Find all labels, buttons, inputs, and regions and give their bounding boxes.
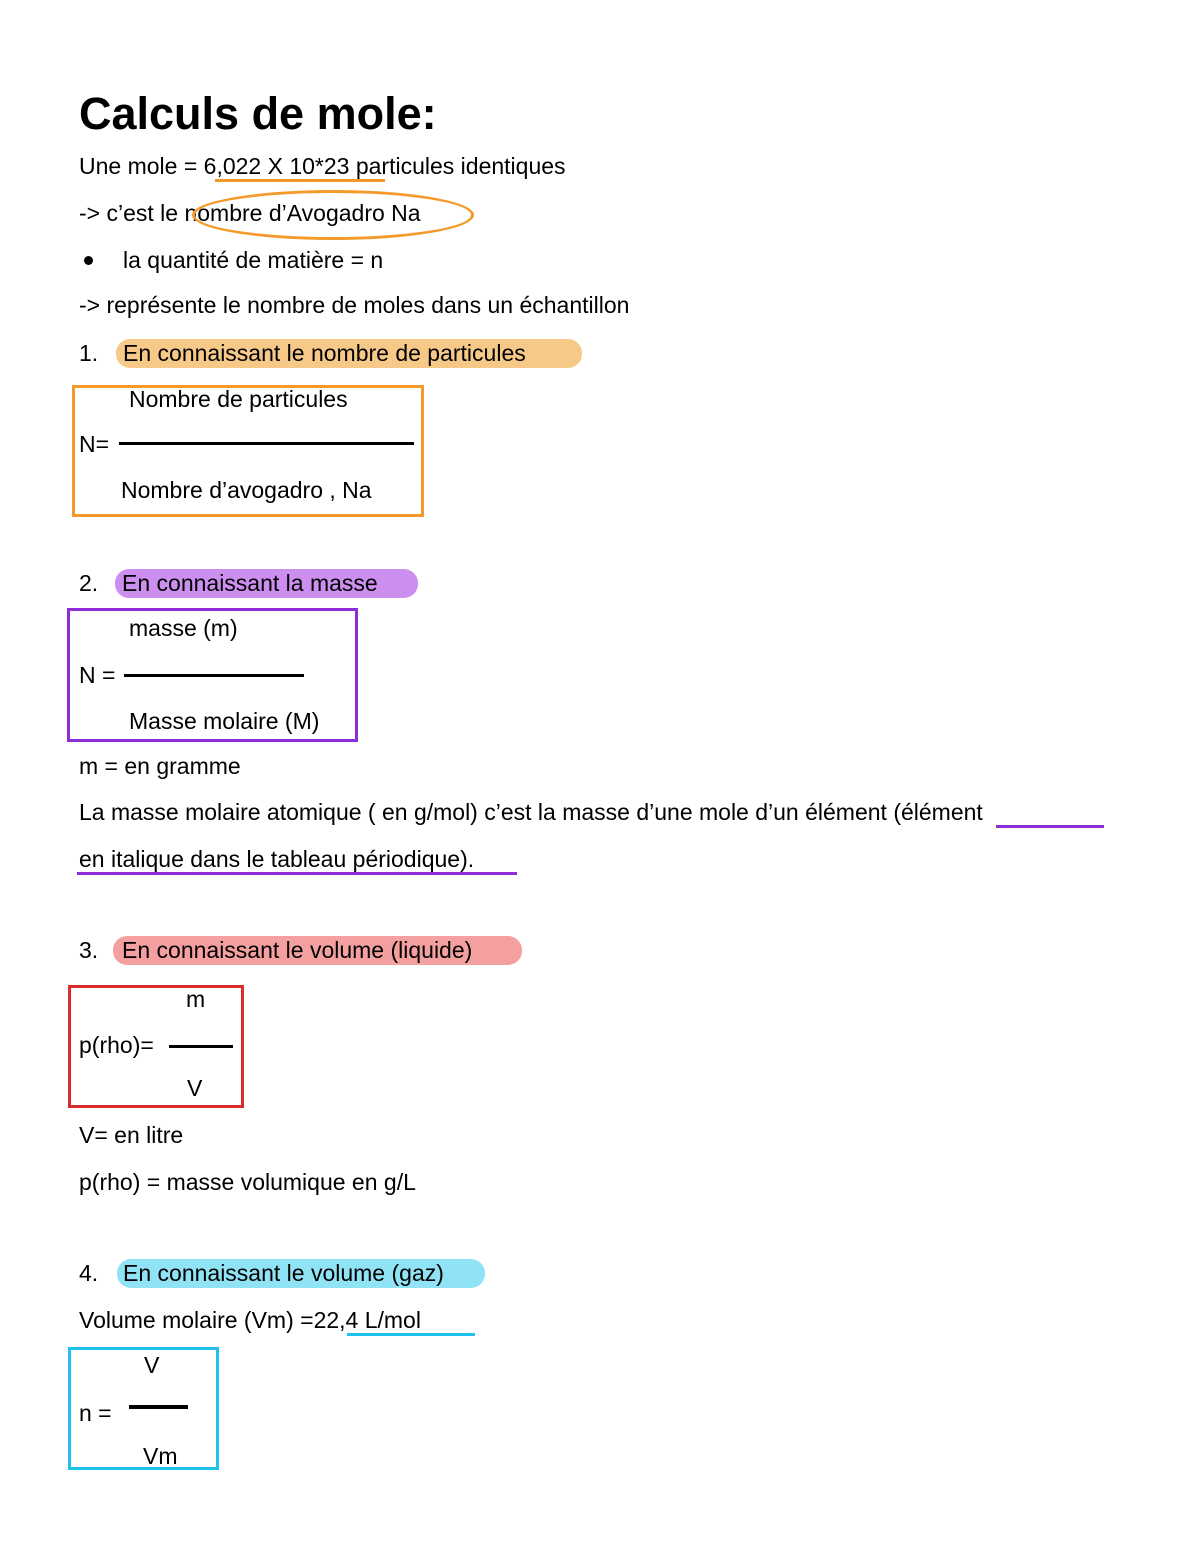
molar-mass-note-line-1: La masse molaire atomique ( en g/mol) c’est la masse d’une mole d’un élément (élément (79, 799, 983, 825)
molar-volume-prefix: Volume molaire (Vm) = (79, 1307, 314, 1333)
avogadro-circle (192, 190, 474, 240)
section-2-heading: En connaissant la masse (122, 570, 378, 596)
molar-mass-underline-1 (996, 825, 1104, 828)
page-title: Calculs de mole: (79, 88, 437, 139)
bullet-dot (84, 256, 93, 265)
formula-2-lhs: N = (79, 662, 116, 688)
formula-3-denominator: V (187, 1075, 203, 1101)
molar-mass-underline-2 (77, 872, 517, 875)
formula-1-numerator: Nombre de particules (129, 386, 348, 412)
formula-3-lhs: p(rho)= (79, 1032, 154, 1058)
formula-2-numerator: masse (m) (129, 615, 238, 641)
mole-definition-value: 6,022 X 10*23 (203, 153, 350, 179)
mole-definition (79, 152, 566, 180)
mole-definition-prefix: Une mole = (79, 153, 204, 179)
formula-1-denominator: Nombre d’avogadro , Na (121, 477, 372, 503)
quantity-bullet: la quantité de matière = n (123, 247, 384, 273)
avogadro-prefix: -> c’est le (79, 200, 185, 226)
section-2-number: 2. (79, 570, 99, 596)
density-note: p(rho) = masse volumique en g/L (79, 1169, 416, 1195)
section-4-number: 4. (79, 1260, 99, 1286)
formula-2-denominator: Masse molaire (M) (129, 708, 320, 734)
formula-4-numerator: V (144, 1352, 160, 1378)
volume-unit-note: V= en litre (79, 1122, 184, 1148)
molar-volume-value: 22,4 L/mol (313, 1307, 421, 1333)
molar-mass-note-line-2: en italique dans le tableau périodique). (79, 846, 475, 872)
formula-4-denominator: Vm (143, 1443, 178, 1469)
formula-3-fraction-bar (169, 1045, 233, 1048)
section-1-heading: En connaissant le nombre de particules (123, 340, 526, 366)
section-4-heading: En connaissant le volume (gaz) (123, 1260, 444, 1286)
section-3-heading: En connaissant le volume (liquide) (122, 937, 473, 963)
mole-value-underline (215, 179, 385, 182)
section-3-number: 3. (79, 937, 99, 963)
section-1-number: 1. (79, 340, 99, 366)
avogadro-term: nombre d’Avogadro Na (184, 200, 421, 226)
formula-3-numerator: m (186, 986, 206, 1012)
formula-1-fraction-bar (119, 442, 414, 445)
formula-2-fraction-bar (124, 674, 304, 677)
formula-1-lhs: N= (79, 431, 110, 457)
molar-volume-underline (347, 1333, 475, 1336)
represents-line: -> représente le nombre de moles dans un échantillon (79, 292, 630, 318)
mole-definition-suffix: particules identiques (349, 153, 566, 179)
formula-4-fraction-bar (129, 1405, 188, 1409)
molar-volume-line (79, 1306, 421, 1334)
mass-unit-note: m = en gramme (79, 753, 241, 779)
formula-4-lhs: n = (79, 1400, 112, 1426)
